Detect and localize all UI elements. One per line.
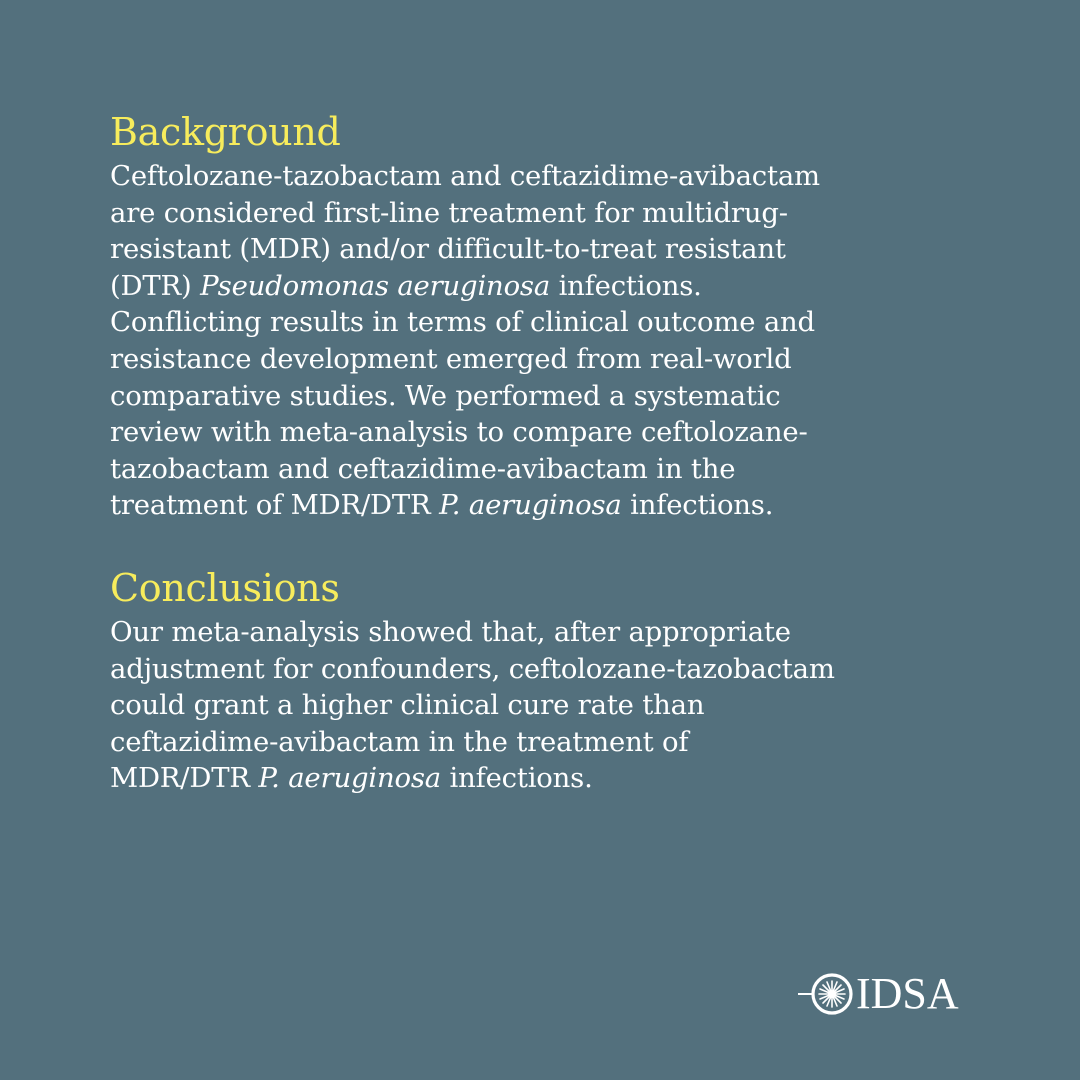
background-body: [110, 158, 990, 524]
species-name: P. aeruginosa: [258, 762, 441, 795]
body-line: Ceftolozane-tazobactam and ceftazidime-avibactam: [110, 160, 820, 192]
body-line: infections.: [550, 269, 702, 302]
idsa-logo: [798, 966, 974, 1022]
body-line: ceftazidime-avibactam in the treatment of: [110, 725, 689, 758]
section-gap: [110, 524, 990, 566]
body-line: tazobactam and ceftazidime-avibactam in the: [110, 452, 736, 485]
body-line: resistant (MDR) and/or difficult-to-treat resistant: [110, 233, 786, 266]
body-line: resistance development emerged from real-world: [110, 342, 792, 375]
body-line: Conflicting results in terms of clinical outcome and: [110, 306, 815, 339]
idsa-wordmark: IDSA: [856, 969, 959, 1018]
body-line: are considered first-line treatment for multidrug-: [110, 196, 788, 229]
body-line: infections.: [440, 762, 593, 795]
body-line: Our meta-analysis showed that, after appropriate: [110, 615, 791, 648]
body-line: infections.: [621, 489, 774, 522]
body-line: MDR/DTR: [110, 762, 259, 795]
conclusions-heading: Conclusions: [110, 565, 340, 610]
body-line: treatment of MDR/DTR: [110, 489, 440, 522]
idsa-star-emblem-icon: [798, 972, 854, 1016]
body-line: could grant a higher clinical cure rate than: [110, 689, 705, 722]
species-name: Pseudomonas aeruginosa: [200, 269, 551, 302]
body-line: review with meta-analysis to compare ceftolozane-: [110, 416, 808, 449]
body-line: (DTR): [110, 269, 201, 302]
abstract-card: [110, 110, 990, 797]
body-line: adjustment for confounders, ceftolozane-tazobactam: [110, 652, 835, 685]
species-name: P. aeruginosa: [439, 489, 622, 522]
background-heading: Background: [110, 110, 341, 154]
body-line: comparative studies. We performed a systematic: [110, 379, 781, 412]
conclusions-body: [110, 614, 990, 797]
